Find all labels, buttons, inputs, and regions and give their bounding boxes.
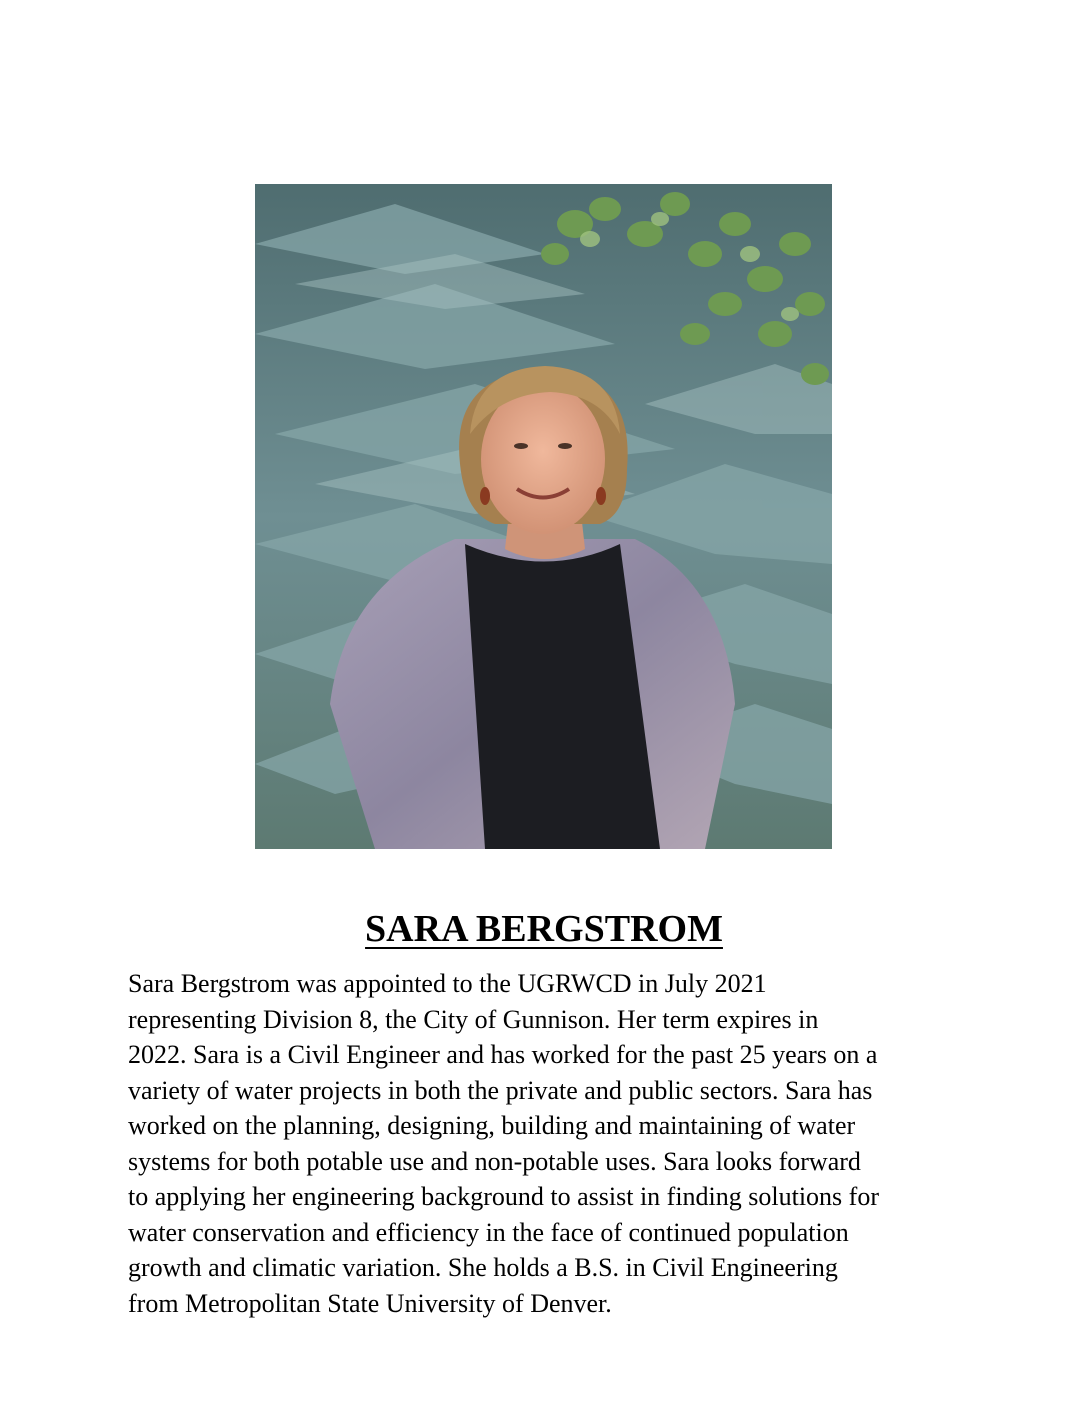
bio-line: representing Division 8, the City of Gunnison. Her term expires in xyxy=(128,1004,819,1034)
bio-line: to applying her engineering background to assist in finding solutions for xyxy=(128,1182,879,1211)
bio-line: water conservation and efficiency in the face of continued population xyxy=(128,1217,849,1247)
portrait-illustration xyxy=(255,184,832,849)
bio-line: Sara Bergstrom was appointed to the UGRWCD in July 2021 xyxy=(128,969,767,998)
page-title-text: SARA BERGSTROM xyxy=(365,908,723,950)
bio-line: systems for both potable use and non-potable uses. Sara looks forward xyxy=(128,1146,861,1176)
bio-line: from Metropolitan State University of Denver. xyxy=(128,1288,612,1318)
page-title xyxy=(0,903,1088,955)
bio-paragraph xyxy=(128,966,988,1321)
bio-line: growth and climatic variation. She holds a B.S. in Civil Engineering xyxy=(128,1253,838,1282)
bio-line: variety of water projects in both the private and public sectors. Sara has xyxy=(128,1075,873,1105)
portrait-photo xyxy=(255,184,832,849)
bio-line: worked on the planning, designing, building and maintaining of water xyxy=(128,1111,856,1140)
bio-line: 2022. Sara is a Civil Engineer and has worked for the past 25 years on a xyxy=(128,1040,878,1069)
